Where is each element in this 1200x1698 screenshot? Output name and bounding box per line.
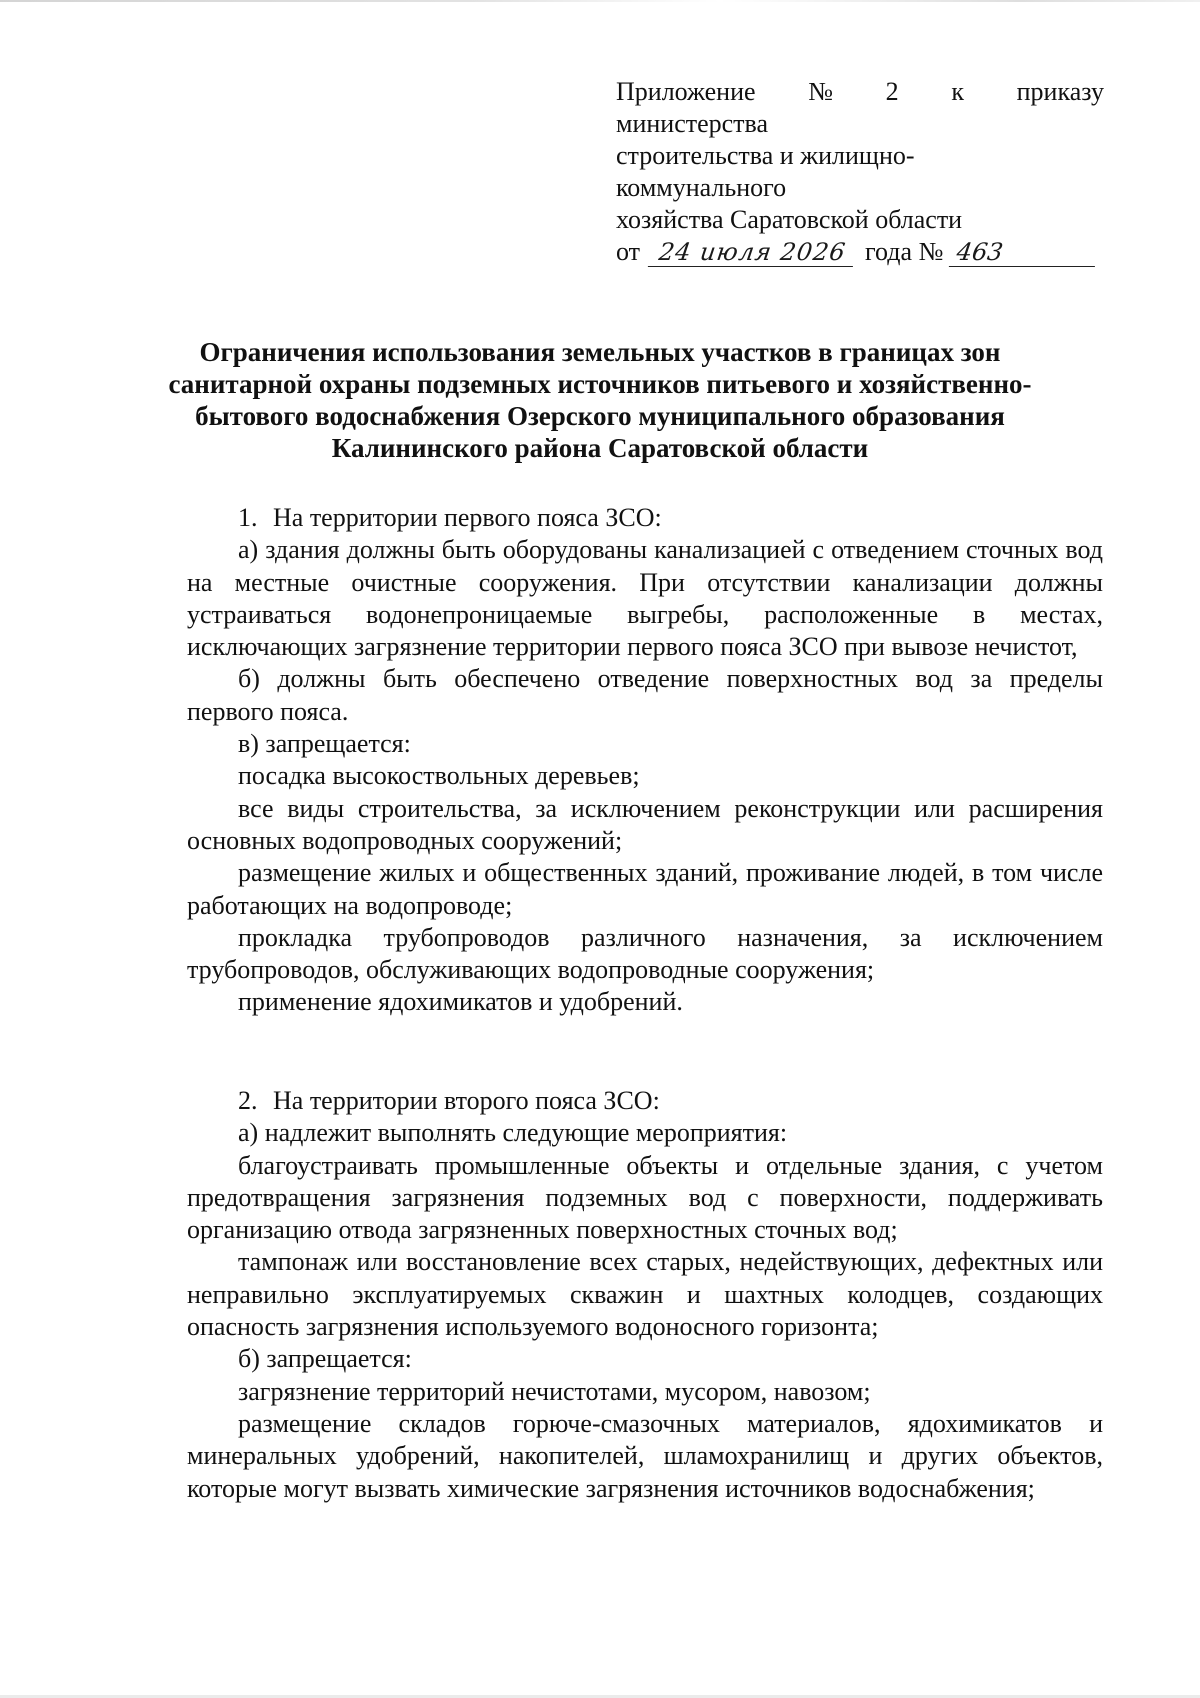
appendix-header <box>616 76 1104 268</box>
paragraph: благоустраивать промышленные объекты и отдельные здания, с учетом предотвращения загрязнения подземных вод с поверхности, поддерживать организацию отвода загрязненных поверхностных сточных вод; <box>187 1150 1103 1245</box>
date-mid: года № <box>865 237 944 266</box>
document-title <box>150 336 1050 464</box>
order-word: приказу <box>1016 77 1104 106</box>
paragraph: все виды строительства, за исключением реконструкции или расширения основных водопроводных сооружений; <box>187 793 1103 855</box>
scan-edge-top <box>0 0 1200 2</box>
appendix-line-4: коммунального <box>616 173 787 202</box>
paragraph: а) здания должны быть оборудованы канализацией с отведением сточных вод на местные очистные сооружения. При отсутствии канализации должны устраиваться водонепроницаемые выгребы, расположенные в местах, исключающих загрязнение территории первого пояса ЗСО при вывозе нечистот, <box>187 535 1103 662</box>
appendix-number: 2 <box>885 77 899 106</box>
paragraph: а) надлежит выполнять следующие мероприятия: <box>238 1118 788 1148</box>
section-heading <box>187 502 1103 534</box>
title-line: бытового водоснабжения Озерского муниципального образования <box>195 401 1005 431</box>
section-1 <box>187 502 1103 1019</box>
section-2 <box>187 1085 1103 1505</box>
appendix-line-3: строительства и жилищно- <box>616 141 915 170</box>
appendix-word: Приложение <box>616 77 756 106</box>
section-heading <box>187 1085 1103 1117</box>
appendix-line-2: министерства <box>616 109 769 138</box>
title-line: санитарной охраны подземных источников питьевого и хозяйственно- <box>168 369 1032 399</box>
paragraph: прокладка трубопроводов различного назначения, за исключением трубопроводов, обслуживающих водопроводные сооружения; <box>187 922 1103 985</box>
date-prefix: от <box>616 237 641 266</box>
handwritten-order-number: 463 <box>949 236 1099 267</box>
paragraph: б) должны быть обеспечено отведение поверхностных вод за пределы первого пояса. <box>187 664 1103 726</box>
number-sign: № <box>808 77 834 106</box>
handwritten-date: 24 июля 2026 <box>648 236 857 267</box>
paragraph: в) запрещается: <box>238 729 411 759</box>
paragraph: загрязнение территорий нечистотами, мусором, навозом; <box>238 1376 871 1406</box>
section-number: 1. <box>238 503 258 532</box>
paragraph: тампонаж или восстановление всех старых, недействующих, дефектных или неправильно эксплуатируемых скважин и шахтных колодцев, создающих опасность загрязнения используемого водоносного горизонта; <box>187 1247 1103 1342</box>
paragraph: посадка высокоствольных деревьев; <box>238 761 640 791</box>
section-heading-text: На территории второго пояса ЗСО: <box>273 1086 660 1115</box>
paragraph: б) запрещается: <box>238 1344 412 1374</box>
section-heading-text: На территории первого пояса ЗСО: <box>273 503 662 532</box>
title-line: Ограничения использования земельных участков в границах зон <box>199 337 1001 367</box>
appendix-line-5: хозяйства Саратовской области <box>616 205 963 234</box>
paragraph: размещение складов горюче-смазочных материалов, ядохимикатов и минеральных удобрений, накопителей, шламохранилищ и других объектов, которые могут вызвать химические загрязнения источников водоснабжения; <box>187 1408 1103 1503</box>
section-number: 2. <box>238 1086 258 1115</box>
preposition: к <box>951 77 964 106</box>
paragraph: размещение жилых и общественных зданий, проживание людей, в том числе работающих на водопроводе; <box>187 858 1103 920</box>
order-date-line <box>616 236 1104 268</box>
appendix-line-1 <box>616 76 1104 108</box>
title-line: Калининского района Саратовской области <box>331 433 869 463</box>
paragraph: применение ядохимикатов и удобрений. <box>238 987 683 1017</box>
